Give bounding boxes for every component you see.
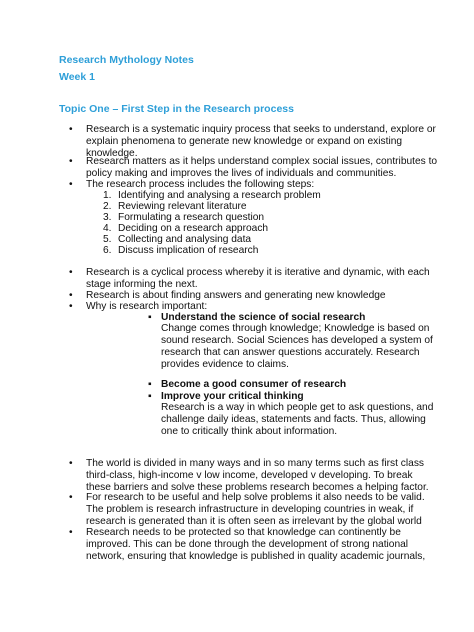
list-item: The world is divided in many ways and in so many terms such as first class third-class, high-income v low income, developed v developing. To break these barriers and solve these problems research becomes a helping factor. xyxy=(86,458,429,493)
topic-heading: Topic One – First Step in the Research process xyxy=(59,103,294,115)
bullet-marker: • xyxy=(69,527,73,538)
square-bullet-marker: ▪ xyxy=(148,379,152,390)
subitem-heading: Understand the science of social research xyxy=(161,312,366,323)
subitem-heading: Become a good consumer of research xyxy=(161,379,347,390)
step-text: Discuss implication of research xyxy=(118,245,259,256)
subitem-heading: Improve your critical thinking xyxy=(161,391,304,402)
step-text: Reviewing relevant literature xyxy=(118,201,247,212)
step-number: 5. xyxy=(103,234,112,245)
step-text: Deciding on a research approach xyxy=(118,223,269,234)
list-item: Research needs to be protected so that knowledge can continently be improved. This can be done through the development of strong national network, ensuring that knowledge is published in quality academic journals, xyxy=(86,527,426,562)
step-text: Formulating a research question xyxy=(118,212,265,223)
bullet-marker: • xyxy=(69,156,73,167)
document-title: Research Mythology Notes xyxy=(59,54,194,66)
list-item: Research is a systematic inquiry process that seeks to understand, explore or explain phenomena to generate new knowledge or expand on existing knowledge. xyxy=(86,124,436,159)
week-label: Week 1 xyxy=(59,71,95,83)
square-bullet-marker: ▪ xyxy=(148,312,152,323)
list-item: Research is about finding answers and generating new knowledge xyxy=(86,290,386,301)
step-number: 4. xyxy=(103,223,112,234)
step-number: 2. xyxy=(103,201,112,212)
bullet-marker: • xyxy=(69,267,73,278)
list-item: For research to be useful and help solve problems it also needs to be valid. The problem is research infrastructure in developing countries in weak, if research is generated than it is often seen as irrelevant by the global world xyxy=(86,492,425,527)
bullet-marker: • xyxy=(69,124,73,135)
step-number: 1. xyxy=(103,190,112,201)
step-text: Collecting and analysing data xyxy=(118,234,252,245)
step-number: 3. xyxy=(103,212,112,223)
bullet-marker: • xyxy=(69,492,73,503)
bullet-marker: • xyxy=(69,179,73,190)
list-item: The research process includes the following steps: xyxy=(86,179,315,190)
list-item: Why is research important: xyxy=(86,301,208,312)
subitem-text: Research is a way in which people get to ask questions, and challenge daily ideas, statements and facts. Thus, allowing one to critically think about information. xyxy=(161,402,434,437)
bullet-marker: • xyxy=(69,458,73,469)
bullet-marker: • xyxy=(69,290,73,301)
bullet-marker: • xyxy=(69,301,73,312)
square-bullet-marker: ▪ xyxy=(148,391,152,402)
step-number: 6. xyxy=(103,245,112,256)
list-item: Research matters as it helps understand complex social issues, contributes to policy making and improves the lives of individuals and communities. xyxy=(86,156,438,179)
list-item: Research is a cyclical process whereby it is iterative and dynamic, with each stage informing the next. xyxy=(86,267,430,290)
subitem-text: Change comes through knowledge; Knowledge is based on sound research. Social Sciences has developed a system of research that can answer questions accurately. Research provides evidence to claims. xyxy=(161,323,433,370)
step-text: Identifying and analysing a research problem xyxy=(118,190,321,201)
